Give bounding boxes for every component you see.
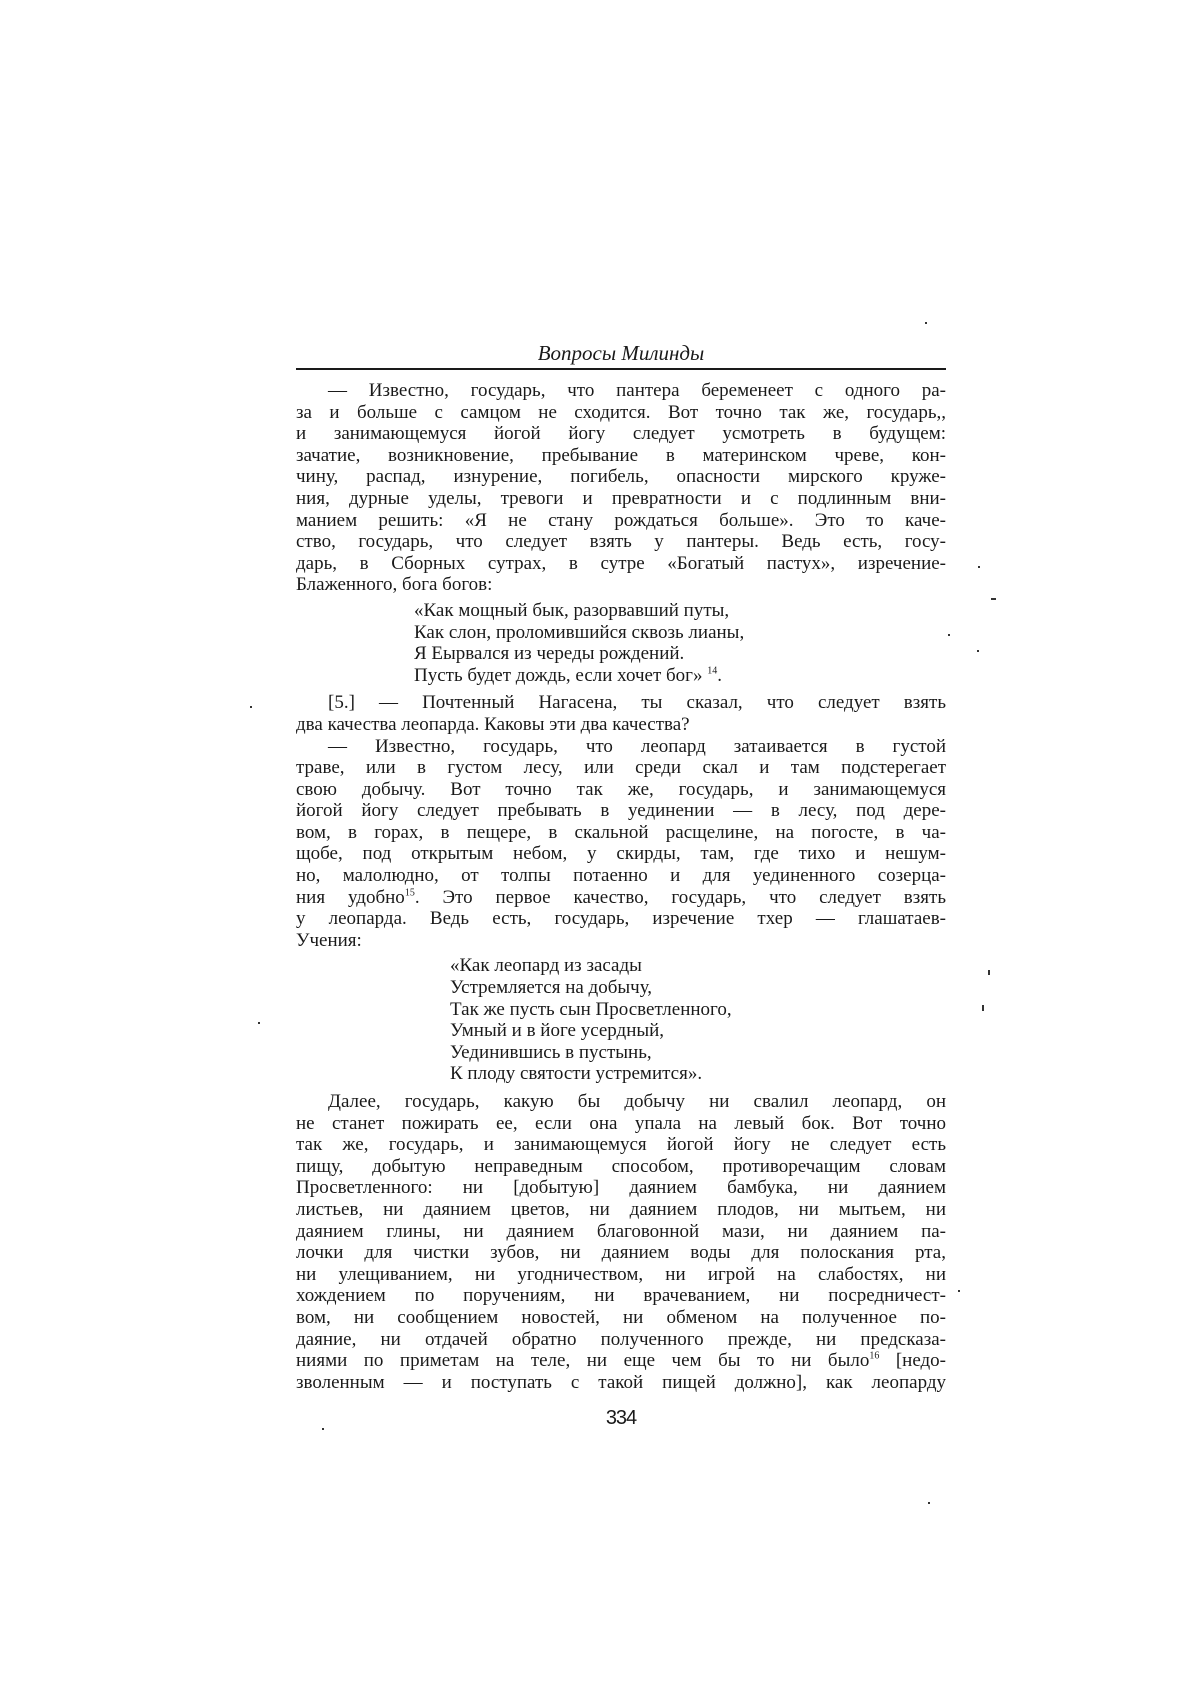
- text-line: даянием глины, ни даянием благовонной мази, ни даянием па-: [296, 1220, 946, 1242]
- verse-line: «Как мощный бык, разорвавший путы,: [414, 599, 730, 621]
- running-header: Вопросы Милинды: [537, 341, 705, 365]
- text-line: чину, распад, изнурение, погибель, опасности мирского круже-: [296, 466, 946, 488]
- header-rule: [296, 368, 946, 370]
- scan-speck: [928, 1502, 930, 1504]
- text-line: [5.] — Почтенный Нагасена, ты сказал, что следует взять: [328, 692, 946, 714]
- text-line: Блаженного, бога богов:: [296, 574, 493, 596]
- text-line: дарь, в Сборных сутрах, в сутре «Богатый пастух», изречение-: [296, 552, 946, 574]
- text-line: за и больше с самцом не сходится. Вот точно так же, государь,,: [296, 401, 946, 423]
- text-line: ния, дурные уделы, тревоги и превратности и с подлинным вни-: [296, 487, 946, 509]
- text-line: ство, государь, что следует взять у пантеры. Ведь есть, госу-: [296, 531, 946, 553]
- footnote-marker: 15: [404, 887, 415, 899]
- text-line: так же, государь, и занимающемуся йогой йогу не следует есть: [296, 1134, 946, 1156]
- text-line: зволенным — и поступать с такой пищей должно], как леопарду: [296, 1371, 946, 1393]
- page-number: 334: [605, 1407, 637, 1430]
- text-line: траве, или в густом лесу, или среди скал и там подстерегает: [296, 757, 946, 779]
- text-line: хождением по поручениям, ни врачеванием, ни посредничест-: [296, 1285, 946, 1307]
- text-line: — Известно, государь, что леопард затаивается в густой: [328, 735, 946, 757]
- paragraph-leopard-ambush: [296, 736, 946, 887]
- scan-speck: [988, 970, 990, 975]
- scan-speck: [258, 1022, 260, 1024]
- verse-bull: [296, 600, 946, 686]
- text-line: ниями по приметам на теле, ни еще чем бы то ни было$^{16}$ [недо-: [296, 1350, 947, 1372]
- text-line: два качества леопарда. Каковы эти два качества?: [296, 713, 690, 735]
- text-line: — Известно, государь, что пантера беременеет с одного ра-: [328, 380, 946, 401]
- scan-speck: [322, 1428, 324, 1430]
- text-line: йогой йогу следует пребывать в уединении — в лесу, под дере-: [296, 800, 946, 822]
- scan-speck: [978, 566, 980, 568]
- text-line: и занимающемуся йогой йогу следует усмотреть в будущем:: [296, 423, 946, 445]
- scan-speck: [958, 1290, 960, 1292]
- book-page: [296, 340, 946, 1430]
- verse-line: Устремляется на добычу,: [450, 977, 653, 999]
- text-line: вом, ни сообщением новостей, ни обменом на полученное по-: [296, 1306, 946, 1328]
- footnote-marker: 16: [869, 1350, 880, 1362]
- text-line: Просветленного: ни [добытую] даянием бамбука, ни даянием: [296, 1177, 946, 1199]
- text-line: Далее, государь, какую бы добычу ни свалил леопард, он: [328, 1091, 946, 1112]
- scan-speck: [250, 706, 252, 708]
- paragraph-line-16: [296, 1350, 946, 1393]
- scan-speck: [977, 650, 979, 652]
- text-line: ни улещиванием, ни угодничеством, ни игрой на слабостях, ни: [296, 1263, 946, 1285]
- verse-line: «Как леопард из засады: [450, 955, 642, 977]
- text-line: не станет пожирать ее, если она упала на левый бок. Вот точно: [296, 1112, 946, 1134]
- verse-line: Умный и в йоге усердный,: [450, 1020, 665, 1042]
- paragraph-leopard-food: [296, 1091, 946, 1350]
- scan-speck: [982, 1005, 984, 1011]
- text-line: лочки для чистки зубов, ни даянием воды для полоскания рта,: [296, 1242, 946, 1264]
- verse-line: Так же пусть сын Просветленного,: [450, 998, 732, 1020]
- verse-line: Пусть будет дождь, если хочет бог» $^{14}$.: [414, 664, 722, 686]
- verse-line: Как слон, проломившийся сквозь лианы,: [414, 621, 745, 643]
- paragraph-leopard-ambush-end: [296, 908, 946, 951]
- text-line: щобе, под открытым небом, у скирды, там, где тихо и нешум-: [296, 843, 946, 865]
- text-line: свою добычу. Вот точно так же, государь, и занимающемуся: [296, 778, 946, 800]
- text-line: листьев, ни даянием цветов, ни даянием плодов, ни мытьем, ни: [296, 1198, 946, 1220]
- scan-speck: [991, 598, 996, 600]
- text-line: зачатие, возникновение, пребывание в материнском чреве, кон-: [296, 444, 946, 466]
- scan-speck: [925, 322, 927, 324]
- text-line: манием решить: «Я не стану рождаться больше». Это то каче-: [296, 509, 946, 531]
- verse-line: Уединившись в пустынь,: [450, 1041, 652, 1063]
- text-line: Учения:: [296, 929, 362, 951]
- paragraph-question: [296, 692, 946, 735]
- text-line: но, малолюдно, от толпы потаенно и для уединенного созерца-: [296, 865, 946, 887]
- text-line: ния удобно$^{15}$. Это первое качество, государь, что следует взять: [296, 886, 946, 908]
- paragraph-line-15: [296, 887, 946, 909]
- text-line: пищу, добытую неправедным способом, противоречащим словам: [296, 1155, 946, 1177]
- verse-line: К плоду святости устремится».: [450, 1063, 703, 1085]
- verse-leopard: [296, 955, 946, 1085]
- text-line: даяние, ни отдачей обратно полученного прежде, ни предсказа-: [296, 1328, 946, 1350]
- footnote-marker: 14: [707, 665, 718, 677]
- verse-line: Я Еырвался из череды рождений.: [414, 643, 685, 665]
- text-line: вом, в горах, в пещере, в скальной расщелине, на погосте, в ча-: [296, 821, 946, 843]
- text-line: у леопарда. Ведь есть, государь, изречение тхер — глашатаев-: [296, 908, 946, 930]
- scan-speck: [948, 634, 950, 636]
- paragraph-panther: [296, 380, 946, 596]
